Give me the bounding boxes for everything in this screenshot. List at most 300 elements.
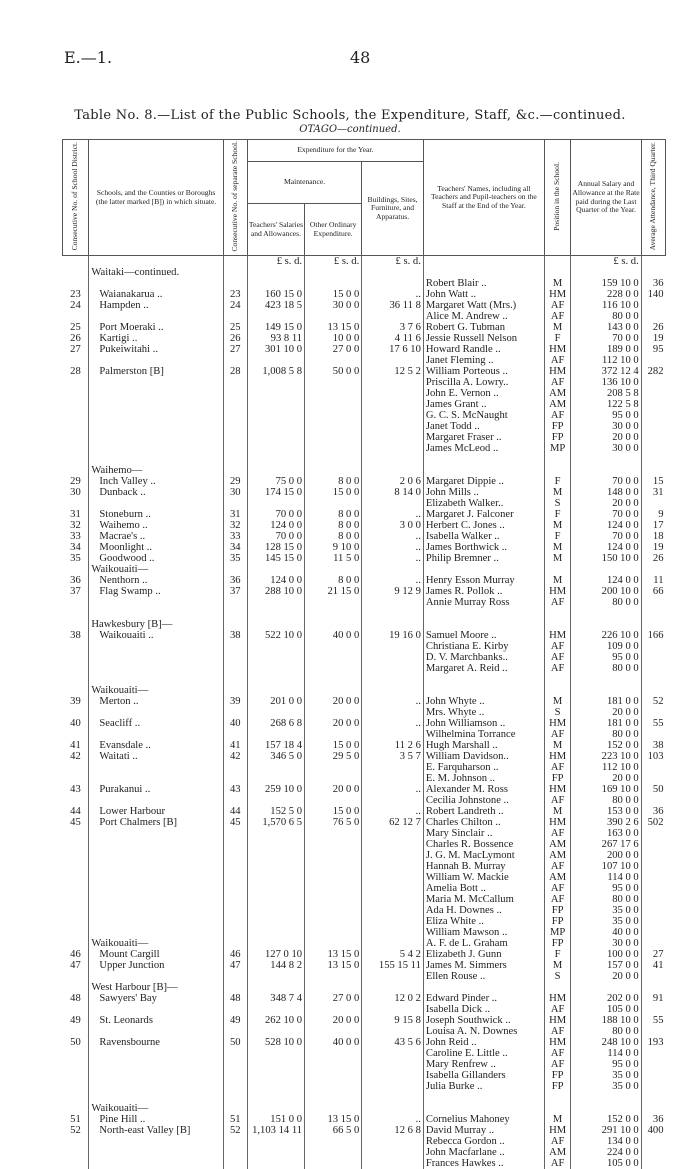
cell-position: S xyxy=(544,971,570,982)
cell-buildings xyxy=(362,872,424,883)
cell-buildings xyxy=(362,597,424,608)
cell-attendance xyxy=(641,1059,665,1070)
cell-school-name xyxy=(89,1070,223,1081)
cell-other-expenditure xyxy=(305,674,362,685)
col-teachers-salaries: Teachers' Salaries and Allowances. xyxy=(247,204,304,256)
cell-teachers-salaries xyxy=(247,597,304,608)
cell-teacher-name: William Mawson .. xyxy=(423,927,544,938)
cell-district-no xyxy=(63,762,89,773)
cell-teachers-salaries: 75 0 0 xyxy=(247,476,304,487)
cell-district-no xyxy=(63,828,89,839)
cell-attendance xyxy=(641,938,665,949)
cell-teachers-salaries xyxy=(247,674,304,685)
cell-other-expenditure: 27 0 0 xyxy=(305,344,362,355)
cell-teachers-salaries: 160 15 0 xyxy=(247,289,304,300)
cell-school-no xyxy=(223,663,247,674)
cell-position: HM xyxy=(544,1037,570,1048)
cell-district-no: 32 xyxy=(70,520,81,532)
cell-school-no xyxy=(223,850,247,861)
cell-salary: 35 0 0 xyxy=(571,905,641,916)
col-other-ordinary: Other Ordinary Expenditure. xyxy=(305,204,362,256)
table-row xyxy=(63,674,666,685)
cell-school-no: 24 xyxy=(223,300,247,311)
cell-teachers-salaries: 301 10 0 xyxy=(247,344,304,355)
cell-other-expenditure xyxy=(305,641,362,652)
table-row xyxy=(63,476,666,487)
cell-school-no: 28 xyxy=(223,366,247,377)
cell-district-no xyxy=(63,388,89,399)
cell-attendance xyxy=(641,674,665,685)
col-position: Position in the School. xyxy=(544,140,570,256)
cell-other-expenditure: 8 0 0 xyxy=(305,509,362,520)
cell-district-no xyxy=(63,1081,89,1092)
cell-buildings xyxy=(362,399,424,410)
cell-salary: 70 0 0 xyxy=(571,509,641,520)
cell-other-expenditure xyxy=(305,377,362,388)
table-row xyxy=(63,443,666,454)
cell-school-no xyxy=(223,674,247,685)
cell-position: F xyxy=(544,476,570,487)
cell-buildings xyxy=(362,1081,424,1092)
col-attendance: Average Attendance, Third Quarter. xyxy=(641,140,665,256)
cell-other-expenditure xyxy=(305,861,362,872)
cell-position: AF xyxy=(544,1048,570,1059)
cell-teacher-name: Janet Todd .. xyxy=(423,421,544,432)
cell-other-expenditure: 13 15 0 xyxy=(305,960,362,971)
cell-teachers-salaries xyxy=(247,828,304,839)
cell-salary: 95 0 0 xyxy=(571,410,641,421)
cell-teachers-salaries xyxy=(247,773,304,784)
table-row xyxy=(63,916,666,927)
cell-teachers-salaries xyxy=(247,619,304,630)
cell-school-name xyxy=(89,894,223,905)
cell-other-expenditure: 76 5 0 xyxy=(305,817,362,828)
cell-school-no xyxy=(223,916,247,927)
cell-buildings xyxy=(362,707,424,718)
cell-buildings xyxy=(362,894,424,905)
cell-school-no: 35 xyxy=(223,553,247,564)
cell-attendance xyxy=(641,355,665,366)
cell-position xyxy=(544,267,570,278)
table-row xyxy=(63,806,666,817)
cell-attendance xyxy=(641,1048,665,1059)
cell-other-expenditure: 13 15 0 xyxy=(305,322,362,333)
cell-position xyxy=(544,564,570,575)
cell-school-name: Hawkesbury [B]— xyxy=(89,619,223,630)
cell-position: M xyxy=(544,542,570,553)
cell-salary: 30 0 0 xyxy=(571,421,641,432)
cell-teachers-salaries xyxy=(247,971,304,982)
cell-school-name: Waikouaiti— xyxy=(89,685,223,696)
cell-position: AF xyxy=(544,597,570,608)
cell-other-expenditure xyxy=(305,597,362,608)
cell-school-name xyxy=(89,399,223,410)
cell-school-no xyxy=(223,619,247,630)
cell-other-expenditure: 13 15 0 xyxy=(305,949,362,960)
cell-salary: 70 0 0 xyxy=(571,531,641,542)
cell-school-name: Waikouaiti .. xyxy=(89,630,223,641)
cell-buildings: .. xyxy=(362,806,424,817)
cell-school-name xyxy=(89,861,223,872)
cell-district-no xyxy=(63,872,89,883)
cell-position: AF xyxy=(544,1026,570,1037)
cell-teachers-salaries: 346 5 0 xyxy=(247,751,304,762)
cell-teachers-salaries xyxy=(247,498,304,509)
cell-school-name: Upper Junction xyxy=(89,960,223,971)
cell-salary xyxy=(571,267,641,278)
cell-school-name: Waikouaiti— xyxy=(89,1103,223,1114)
cell-school-name xyxy=(89,421,223,432)
cell-teacher-name: Janet Fleming .. xyxy=(423,355,544,366)
cell-other-expenditure xyxy=(305,707,362,718)
cell-buildings: 3 0 0 xyxy=(362,520,424,531)
cell-position: M xyxy=(544,520,570,531)
cell-attendance: 26 xyxy=(641,553,665,564)
cell-attendance xyxy=(641,927,665,938)
cell-teacher-name xyxy=(423,454,544,465)
cell-teachers-salaries xyxy=(247,707,304,718)
table-row xyxy=(63,729,666,740)
cell-buildings xyxy=(362,762,424,773)
cell-teachers-salaries: 149 15 0 xyxy=(247,322,304,333)
cell-attendance: 52 xyxy=(641,696,665,707)
col-consec-school: Consecutive No. of separate School. xyxy=(223,140,247,256)
cell-teachers-salaries xyxy=(247,652,304,663)
cell-other-expenditure: 15 0 0 xyxy=(305,289,362,300)
cell-teacher-name: Cornelius Mahoney xyxy=(423,1114,544,1125)
cell-district-no: 47 xyxy=(70,960,81,972)
cell-district-no xyxy=(63,938,89,949)
cell-attendance xyxy=(641,1026,665,1037)
cell-school-no: 46 xyxy=(223,949,247,960)
col-salary: Annual Salary and Allowance at the Rate paid during the Last Quarter of the Year. xyxy=(571,140,641,256)
cell-buildings xyxy=(362,685,424,696)
table-row xyxy=(63,1015,666,1026)
cell-position: M xyxy=(544,696,570,707)
cell-school-no: 27 xyxy=(223,344,247,355)
cell-teacher-name: William W. Mackie xyxy=(423,872,544,883)
cell-district-no: 45 xyxy=(70,817,81,829)
cell-teacher-name: John E. Vernon .. xyxy=(423,388,544,399)
cell-position: HM xyxy=(544,751,570,762)
cell-teacher-name: David Murray .. xyxy=(423,1125,544,1136)
table-row xyxy=(63,1158,666,1169)
cell-school-no xyxy=(223,564,247,575)
cell-school-no xyxy=(223,707,247,718)
cell-district-no xyxy=(63,443,89,454)
cell-school-name: Purakanui .. xyxy=(89,784,223,795)
cell-school-name xyxy=(89,773,223,784)
cell-position: AF xyxy=(544,663,570,674)
cell-school-name xyxy=(89,454,223,465)
cell-salary: 95 0 0 xyxy=(571,1059,641,1070)
cell-district-no: 49 xyxy=(70,1015,81,1027)
cell-buildings xyxy=(362,1092,424,1103)
cell-salary: 80 0 0 xyxy=(571,1026,641,1037)
cell-school-name xyxy=(89,674,223,685)
cell-other-expenditure: 40 0 0 xyxy=(305,1037,362,1048)
cell-district-no xyxy=(63,498,89,509)
table-row xyxy=(63,817,666,828)
cell-position: AF xyxy=(544,300,570,311)
cell-other-expenditure: 20 0 0 xyxy=(305,718,362,729)
cell-district-no xyxy=(63,432,89,443)
cell-other-expenditure: 20 0 0 xyxy=(305,696,362,707)
cell-buildings: 43 5 6 xyxy=(362,1037,424,1048)
table-row xyxy=(63,740,666,751)
cell-other-expenditure: 40 0 0 xyxy=(305,630,362,641)
cell-buildings xyxy=(362,619,424,630)
cell-teachers-salaries: 262 10 0 xyxy=(247,1015,304,1026)
table-row xyxy=(63,278,666,289)
cell-position xyxy=(544,674,570,685)
cell-teachers-salaries xyxy=(247,762,304,773)
cell-school-no: 23 xyxy=(223,289,247,300)
cell-school-no xyxy=(223,828,247,839)
cell-teachers-salaries: 93 8 11 xyxy=(247,333,304,344)
cell-attendance xyxy=(641,608,665,619)
cell-attendance xyxy=(641,1147,665,1158)
cell-other-expenditure xyxy=(305,410,362,421)
cell-teachers-salaries: 201 0 0 xyxy=(247,696,304,707)
table-row xyxy=(63,333,666,344)
cell-teachers-salaries xyxy=(247,916,304,927)
cell-teachers-salaries xyxy=(247,1026,304,1037)
cell-teachers-salaries xyxy=(247,905,304,916)
cell-school-name xyxy=(89,905,223,916)
cell-district-no xyxy=(63,421,89,432)
cell-attendance xyxy=(641,1092,665,1103)
table-row xyxy=(63,564,666,575)
cell-teacher-name: Ada H. Downes .. xyxy=(423,905,544,916)
cell-teacher-name: Elizabeth Walker.. xyxy=(423,498,544,509)
cell-school-name xyxy=(89,311,223,322)
cell-salary: 80 0 0 xyxy=(571,894,641,905)
table-row xyxy=(63,388,666,399)
cell-teacher-name: Robert Blair .. xyxy=(423,278,544,289)
cell-other-expenditure xyxy=(305,850,362,861)
cell-district-no: 52 xyxy=(70,1125,81,1137)
cell-position: AF xyxy=(544,762,570,773)
cell-district-no xyxy=(63,916,89,927)
cell-position xyxy=(544,1092,570,1103)
cell-teacher-name: Joseph Southwick .. xyxy=(423,1015,544,1026)
cell-attendance xyxy=(641,663,665,674)
cell-attendance: 140 xyxy=(641,289,665,300)
cell-school-name xyxy=(89,1136,223,1147)
cell-school-no xyxy=(223,839,247,850)
cell-other-expenditure: 10 0 0 xyxy=(305,333,362,344)
cell-teachers-salaries: 288 10 0 xyxy=(247,586,304,597)
table-row xyxy=(63,311,666,322)
cell-school-no xyxy=(223,432,247,443)
cell-teacher-name: Margaret A. Reid .. xyxy=(423,663,544,674)
cell-position xyxy=(544,685,570,696)
cell-other-expenditure xyxy=(305,1103,362,1114)
cell-salary: 169 10 0 xyxy=(571,784,641,795)
cell-salary: 30 0 0 xyxy=(571,938,641,949)
cell-teachers-salaries xyxy=(247,564,304,575)
cell-position xyxy=(544,982,570,993)
cell-school-name: Waikouaiti— xyxy=(89,564,223,575)
cell-district-no xyxy=(63,883,89,894)
cell-district-no: 33 xyxy=(70,531,81,543)
table-row xyxy=(63,432,666,443)
cell-buildings xyxy=(362,278,424,289)
cell-position: AF xyxy=(544,1059,570,1070)
cell-district-no xyxy=(63,1136,89,1147)
cell-teachers-salaries: 423 18 5 xyxy=(247,300,304,311)
cell-attendance xyxy=(641,432,665,443)
cell-school-name: Waihemo .. xyxy=(89,520,223,531)
cell-salary: 152 0 0 xyxy=(571,740,641,751)
cell-position: HM xyxy=(544,718,570,729)
cell-buildings: .. xyxy=(362,509,424,520)
cell-attendance xyxy=(641,498,665,509)
cell-other-expenditure: 8 0 0 xyxy=(305,520,362,531)
table-row xyxy=(63,1070,666,1081)
cell-teachers-salaries: 145 15 0 xyxy=(247,553,304,564)
cell-attendance xyxy=(641,1004,665,1015)
cell-attendance: 27 xyxy=(641,949,665,960)
cell-buildings xyxy=(362,982,424,993)
cell-teachers-salaries xyxy=(247,267,304,278)
cell-position: HM xyxy=(544,586,570,597)
cell-teacher-name: Margaret J. Falconer xyxy=(423,509,544,520)
cell-school-no xyxy=(223,1158,247,1169)
cell-teacher-name: John Macfarlane .. xyxy=(423,1147,544,1158)
cell-attendance xyxy=(641,894,665,905)
cell-school-name xyxy=(89,729,223,740)
cell-buildings: 9 15 8 xyxy=(362,1015,424,1026)
cell-salary: 40 0 0 xyxy=(571,927,641,938)
cell-attendance: 55 xyxy=(641,1015,665,1026)
cell-attendance xyxy=(641,861,665,872)
cell-school-name: Waikouaiti— xyxy=(89,938,223,949)
table-title: Table No. 8.—List of the Public Schools, the Expenditure, Staff, &c.—continued. xyxy=(74,108,626,123)
cell-school-name: Palmerston [B] xyxy=(89,366,223,377)
cell-teachers-salaries: 128 15 0 xyxy=(247,542,304,553)
cell-teacher-name xyxy=(423,564,544,575)
cell-buildings: 17 6 10 xyxy=(362,344,424,355)
cell-attendance: 19 xyxy=(641,542,665,553)
cell-teacher-name: Isabella Dick .. xyxy=(423,1004,544,1015)
cell-position: AF xyxy=(544,729,570,740)
cell-district-no xyxy=(63,1004,89,1015)
cell-district-no xyxy=(63,454,89,465)
table-row xyxy=(63,575,666,586)
cell-district-no: 30 xyxy=(70,487,81,499)
cell-buildings: 5 4 2 xyxy=(362,949,424,960)
cell-salary: 105 0 0 xyxy=(571,1158,641,1169)
cell-salary: 124 0 0 xyxy=(571,542,641,553)
cell-school-no: 41 xyxy=(223,740,247,751)
table-row xyxy=(63,1081,666,1092)
cell-district-no: 29 xyxy=(70,476,81,488)
cell-attendance: 55 xyxy=(641,718,665,729)
cell-teachers-salaries xyxy=(247,421,304,432)
cell-school-name xyxy=(89,916,223,927)
cell-salary: 390 2 6 xyxy=(571,817,641,828)
cell-buildings xyxy=(362,377,424,388)
cell-school-no xyxy=(223,454,247,465)
table-row xyxy=(63,322,666,333)
cell-other-expenditure xyxy=(305,619,362,630)
cell-position: FP xyxy=(544,432,570,443)
cell-district-no: 51 xyxy=(70,1114,81,1126)
cell-teachers-salaries xyxy=(247,1070,304,1081)
cell-teacher-name: Margaret Fraser .. xyxy=(423,432,544,443)
cell-salary: 157 0 0 xyxy=(571,960,641,971)
cell-attendance xyxy=(641,1103,665,1114)
cell-teachers-salaries: 174 15 0 xyxy=(247,487,304,498)
cell-other-expenditure xyxy=(305,1081,362,1092)
cell-district-no xyxy=(63,927,89,938)
cell-salary xyxy=(571,608,641,619)
cell-attendance: 91 xyxy=(641,993,665,1004)
cell-teachers-salaries xyxy=(247,839,304,850)
cell-district-no: 25 xyxy=(70,322,81,334)
cell-teachers-salaries: 151 0 0 xyxy=(247,1114,304,1125)
col-buildings: Buildings, Sites, Furniture, and Apparatus. xyxy=(362,162,424,256)
cell-school-no: 26 xyxy=(223,333,247,344)
cell-school-no: 47 xyxy=(223,960,247,971)
cell-buildings xyxy=(362,905,424,916)
cell-school-no: 25 xyxy=(223,322,247,333)
cell-teacher-name: Annie Murray Ross xyxy=(423,597,544,608)
cell-other-expenditure xyxy=(305,432,362,443)
cell-school-no: 48 xyxy=(223,993,247,1004)
cell-attendance: 15 xyxy=(641,476,665,487)
cell-district-no xyxy=(63,1147,89,1158)
cell-teacher-name: Howard Randle .. xyxy=(423,344,544,355)
cell-teacher-name: Mary Renfrew .. xyxy=(423,1059,544,1070)
cell-teacher-name: E. Farquharson .. xyxy=(423,762,544,773)
cell-teacher-name: William Davidson.. xyxy=(423,751,544,762)
cell-school-no xyxy=(223,773,247,784)
cell-salary: 124 0 0 xyxy=(571,520,641,531)
cell-district-no xyxy=(63,1026,89,1037)
cell-other-expenditure xyxy=(305,1147,362,1158)
cell-school-name xyxy=(89,641,223,652)
cell-buildings xyxy=(362,498,424,509)
cell-district-no: 50 xyxy=(70,1037,81,1049)
table-row xyxy=(63,905,666,916)
cell-attendance: 95 xyxy=(641,344,665,355)
cell-teachers-salaries xyxy=(247,795,304,806)
cell-school-name xyxy=(89,795,223,806)
cell-attendance xyxy=(641,883,665,894)
cell-school-name: Moonlight .. xyxy=(89,542,223,553)
cell-teacher-name: James Grant .. xyxy=(423,399,544,410)
cell-position: FP xyxy=(544,1081,570,1092)
cell-school-name xyxy=(89,971,223,982)
cell-salary: 80 0 0 xyxy=(571,311,641,322)
cell-attendance xyxy=(641,619,665,630)
cell-teachers-salaries xyxy=(247,861,304,872)
cell-district-no: 31 xyxy=(70,509,81,521)
cell-teacher-name: James McLeod .. xyxy=(423,443,544,454)
cell-teachers-salaries: 70 0 0 xyxy=(247,509,304,520)
cell-salary: 189 0 0 xyxy=(571,344,641,355)
cell-salary: 223 10 0 xyxy=(571,751,641,762)
cell-teachers-salaries xyxy=(247,663,304,674)
cell-district-no xyxy=(63,608,89,619)
cell-school-no xyxy=(223,388,247,399)
cell-salary: 143 0 0 xyxy=(571,322,641,333)
cell-teacher-name: Hannah B. Murray xyxy=(423,861,544,872)
cell-teacher-name: Henry Esson Murray xyxy=(423,575,544,586)
